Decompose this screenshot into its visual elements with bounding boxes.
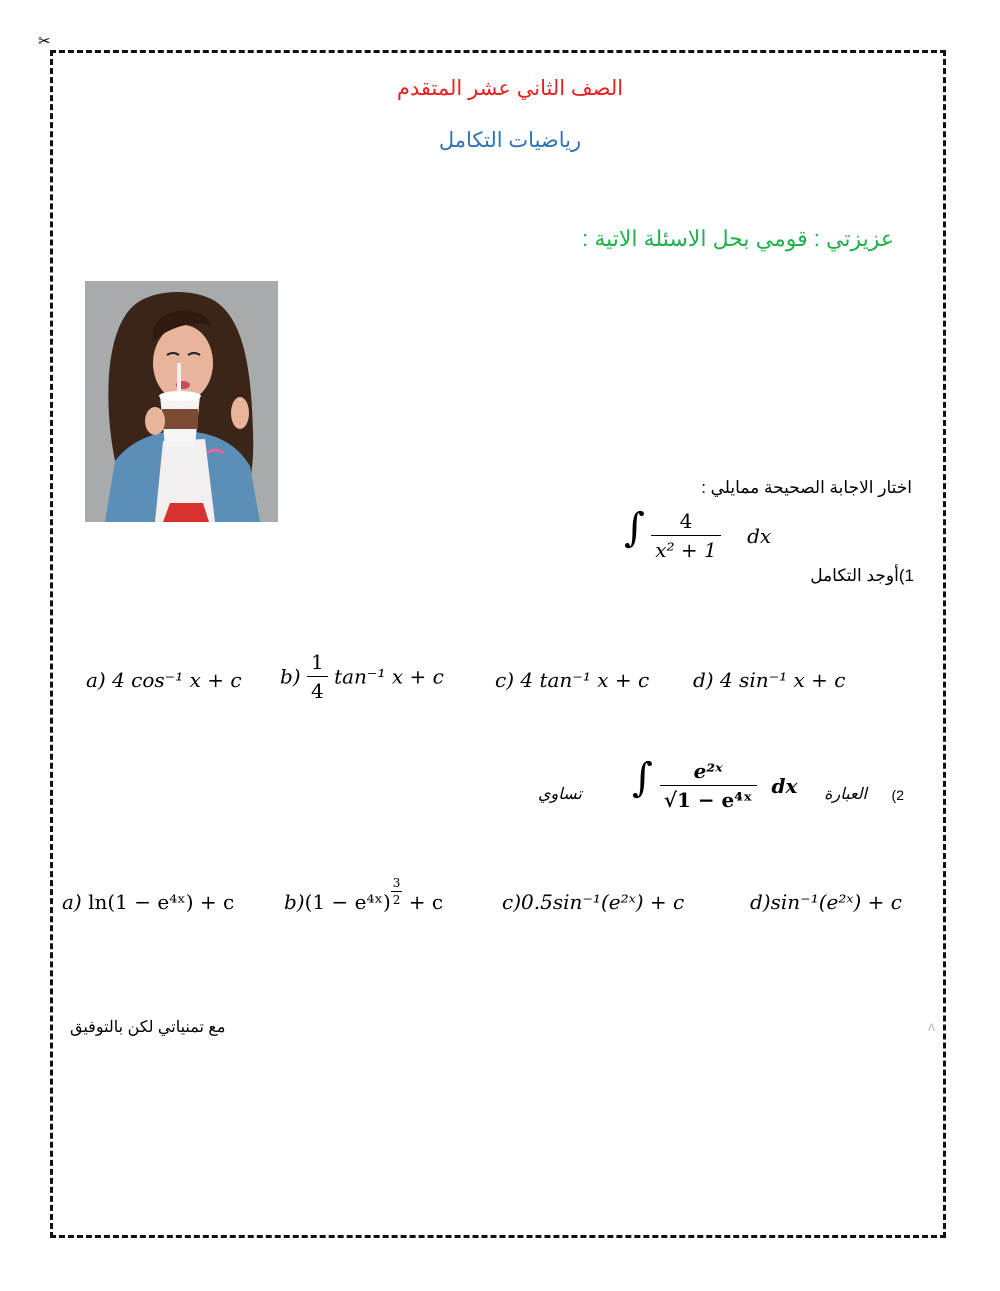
question-1-label: 1)أوجد التكامل	[810, 566, 914, 585]
choice-text: (1 − e⁴ˣ)	[304, 890, 391, 914]
choice-letter: d)	[750, 890, 771, 914]
q1-fraction	[651, 509, 721, 562]
integral-symbol: ∫	[632, 755, 653, 801]
closing-text: مع تمنياتي لكن بالتوفيق	[70, 1019, 226, 1036]
q2-choice-b[interactable]	[284, 876, 443, 914]
question-2-equals: تساوي	[538, 786, 582, 803]
choice-fraction	[307, 650, 328, 703]
choice-letter: a)	[62, 890, 82, 914]
q1-choice-d[interactable]	[693, 668, 845, 692]
q1-differential: dx	[747, 523, 772, 548]
page-subtitle: رياضيات التكامل	[438, 129, 582, 152]
choice-text: ln(1 − e⁴ˣ) + c	[88, 890, 235, 914]
q2-choice-a[interactable]	[62, 890, 234, 914]
q1-choice-a[interactable]	[86, 668, 242, 692]
choice-letter: a)	[86, 668, 106, 692]
instruction-text: اختار الاجابة الصحيحة ممايلي :	[701, 478, 912, 497]
q1-denominator: x² + 1	[651, 535, 721, 562]
integral-symbol: ∫	[624, 505, 645, 551]
choice-letter: b)	[280, 664, 301, 689]
choice-text: 4 cos⁻¹ x + c	[112, 668, 242, 692]
q2-integral	[632, 755, 798, 812]
q1-numerator: 4	[679, 509, 693, 533]
girl-with-drink-illustration	[85, 281, 278, 522]
exponent-fraction	[391, 876, 403, 907]
exponent-numerator: 3	[392, 876, 401, 890]
q1-integral	[624, 505, 772, 562]
choice-text: tan⁻¹ x + c	[334, 664, 444, 689]
q2-fraction	[660, 759, 757, 812]
question-2-label: العبارة	[824, 786, 867, 803]
choice-letter: c)	[495, 668, 515, 692]
q1-choice-c[interactable]	[495, 668, 649, 692]
choice-letter: c)	[502, 890, 522, 914]
q2-denominator: √1 − e⁴ˣ	[660, 785, 757, 812]
q2-choice-d[interactable]	[750, 890, 902, 914]
fraction-denominator: 4	[307, 676, 328, 703]
choice-tail: + c	[408, 890, 444, 914]
q2-choice-c[interactable]	[502, 890, 684, 914]
choice-text: 0.5sin⁻¹(e²ˣ) + c	[521, 890, 685, 914]
q2-numerator: e²ˣ	[693, 759, 723, 783]
margin-mark: ʌ	[928, 1018, 935, 1034]
greeting-text: عزيزتي : قومي بحل الاسئلة الاتية :	[582, 226, 894, 251]
choice-letter: b)	[284, 890, 305, 914]
scissors-icon: ✂	[38, 33, 51, 50]
question-2-number: 2)	[891, 787, 904, 803]
page-title: الصف الثاني عشر المتقدم	[396, 77, 624, 100]
q1-choice-b[interactable]	[280, 650, 444, 703]
choice-text: 4 sin⁻¹ x + c	[719, 668, 846, 692]
choice-letter: d)	[693, 668, 714, 692]
illustration-svg	[85, 281, 278, 522]
fraction-numerator: 1	[310, 650, 324, 674]
choice-text: sin⁻¹(e²ˣ) + c	[770, 890, 902, 914]
exponent-denominator: 2	[392, 893, 401, 907]
q2-differential: dx	[771, 773, 798, 798]
choice-text: 4 tan⁻¹ x + c	[520, 668, 650, 692]
